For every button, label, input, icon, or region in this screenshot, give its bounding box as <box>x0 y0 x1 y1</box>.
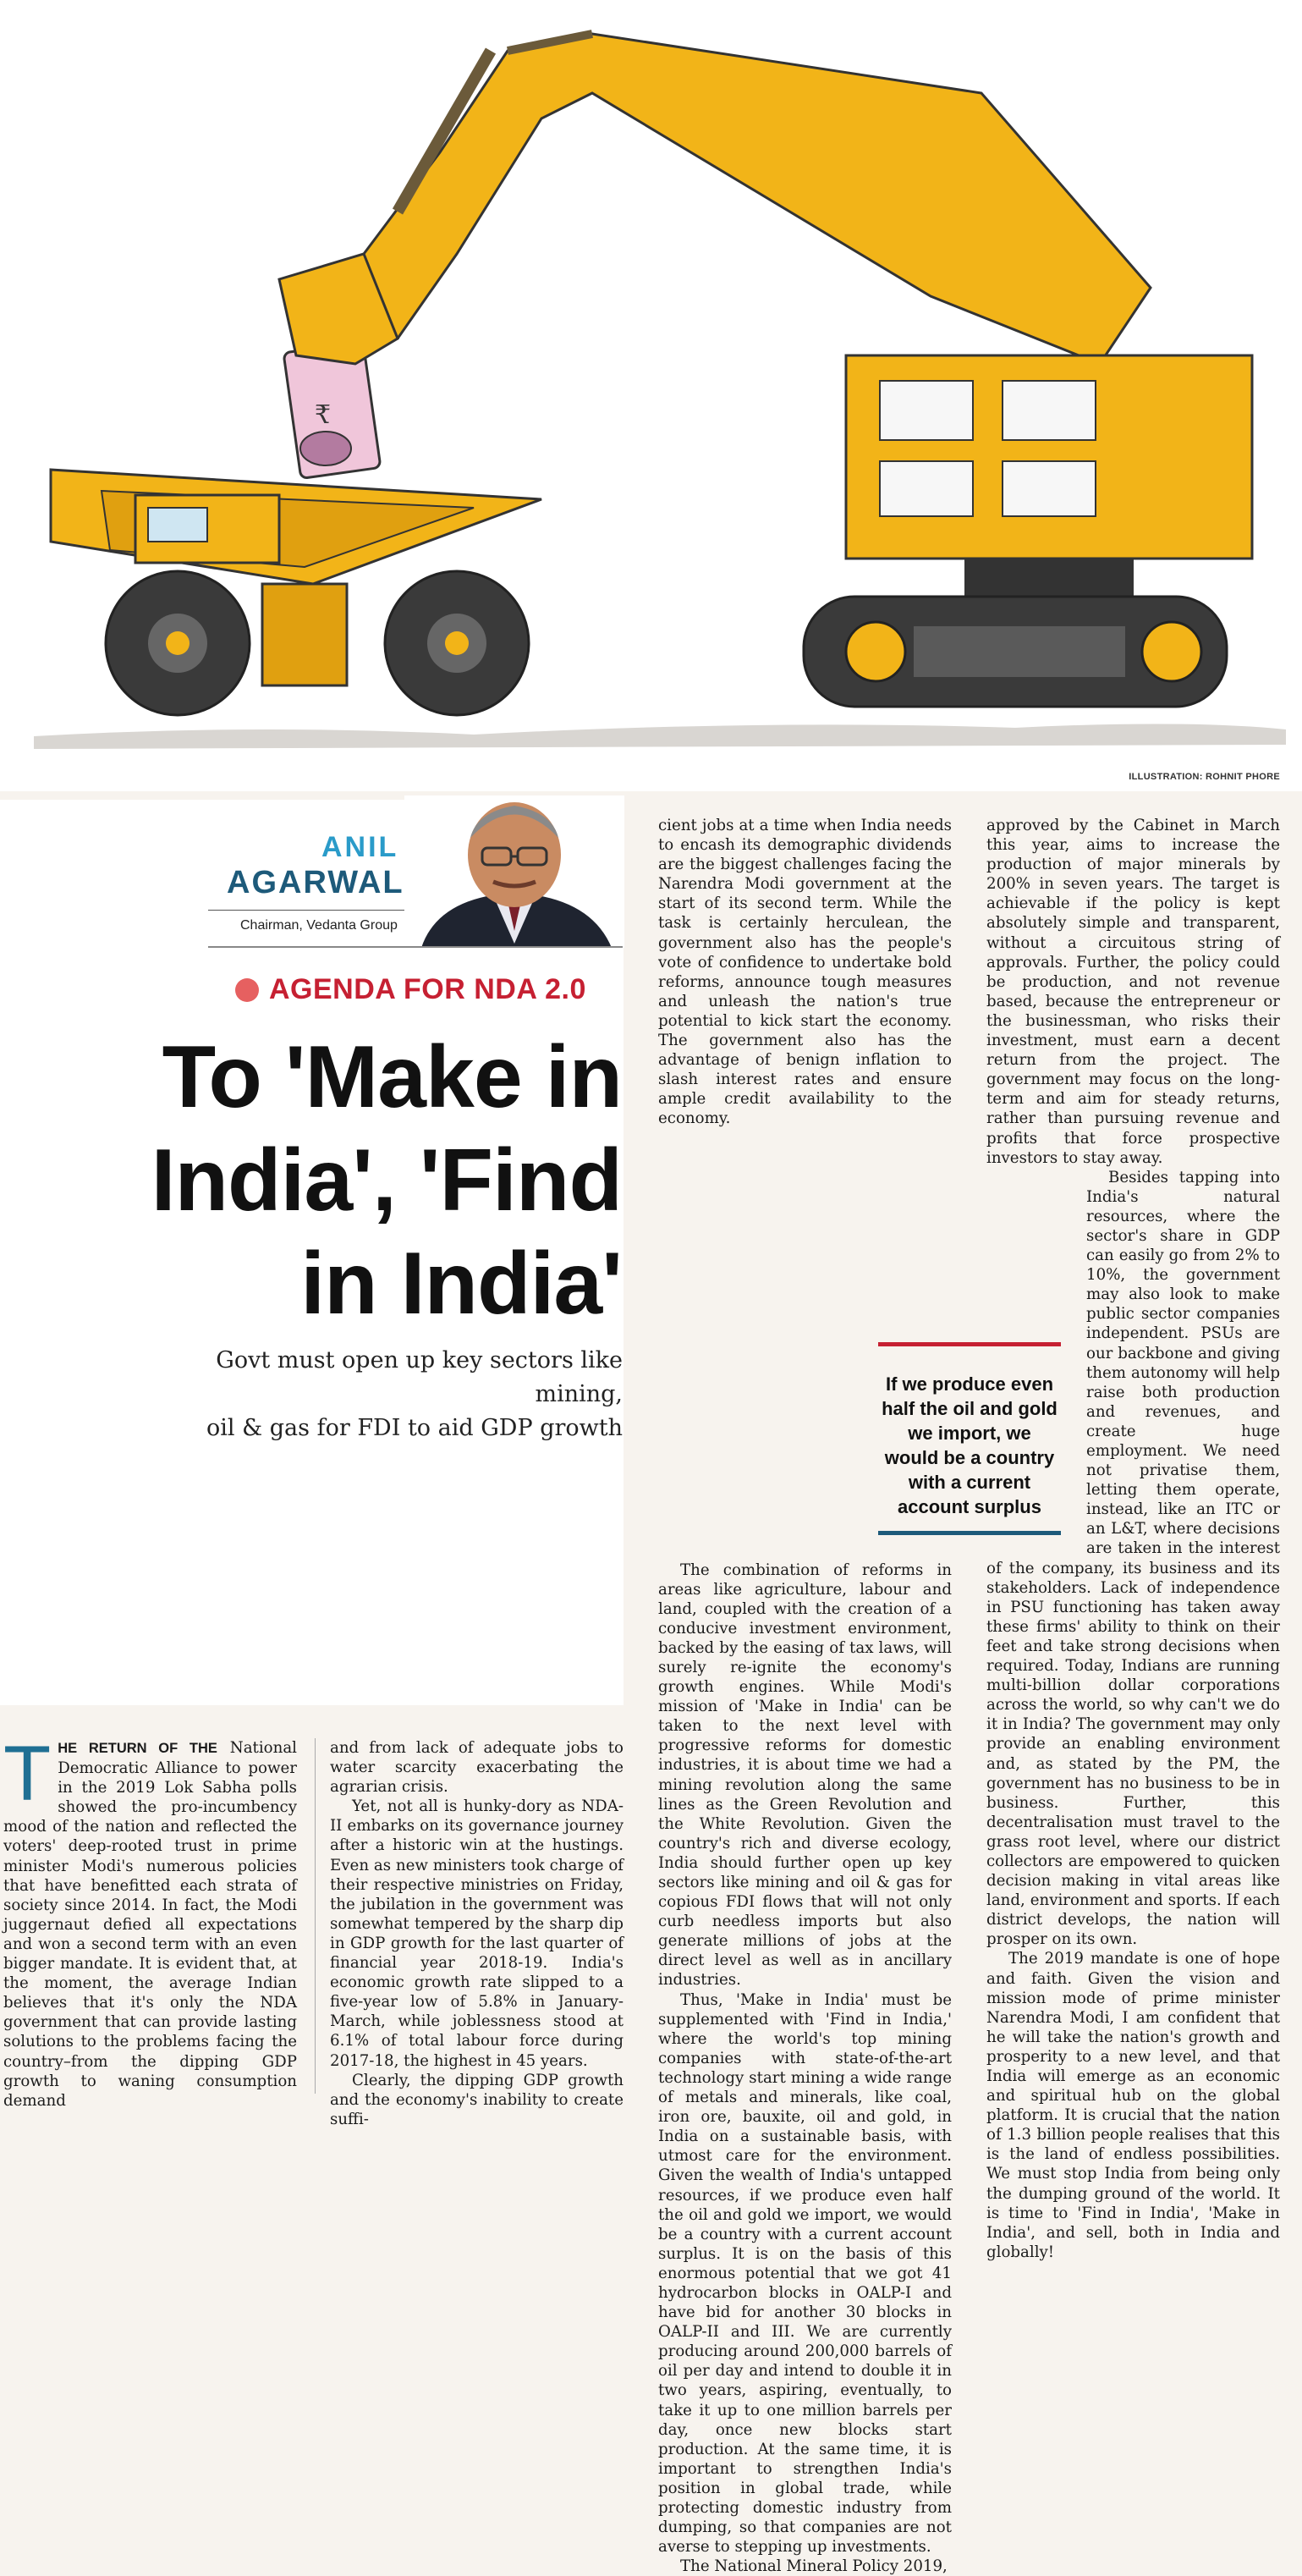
paragraph: The combination of reforms in areas like agriculture, labour and land, coupled with the creation of a conducive investment environment, backed by the easing of tax laws, will surely re-ignite the economy's growth engines. While Modi's mission of 'Make in India' can be taken to the next level with progressive reforms for domestic industries, it is about time we had a mining revolution along the same lines as the Green Revolution and the White Revolution. Given the country's rich and diverse ecology, India should further open up key sectors like mining and oil & gas for copious FDI flows that will not only curb needless imports but also generate millions of jobs at the direct level as well as in ancillary industries. <box>658 1560 952 1990</box>
author-role: Chairman, Vedanta Group <box>240 918 398 933</box>
deck-line-1: Govt must open up key sectors like mining, <box>216 1347 623 1407</box>
lead-in: HE RETURN OF THE <box>58 1741 217 1756</box>
excavator-body-graphic <box>804 355 1252 707</box>
pull-quote <box>878 1342 1061 1535</box>
kicker <box>235 973 586 1006</box>
kicker-dot-icon <box>235 978 259 1002</box>
headline-line-1: To 'Make in <box>162 1028 622 1126</box>
dropcap: T <box>3 1731 52 1817</box>
illustration-credit: ILLUSTRATION: ROHNIT PHORE <box>1129 772 1280 782</box>
paragraph: National Democratic Alliance to power in the 2019 Lok Sabha polls showed the pro-incumbency mood of the nation and reflected the voters' deep-rooted trust in prime minister Modi's numerous policies that have benefitted each strata of society since 2014. In fact, the Modi juggernaut defied all expectations and won a second term with an even bigger mandate. It is evident that, at the moment, the average Indian believes that it's only the NDA government that can provide lasting solutions to the problems facing the country–from the dipping GDP growth to waning consumption demand <box>3 1739 297 2110</box>
headline-line-3: in India' <box>300 1235 622 1333</box>
author-divider <box>208 910 420 911</box>
rupee-note-graphic <box>283 342 381 479</box>
paragraph: The National Mineral Policy 2019, <box>680 2557 948 2576</box>
author-first-name: ANIL <box>321 831 399 863</box>
paragraph: and from lack of adequate jobs to water scarcity exacerbating the agrarian crisis. <box>330 1739 624 1797</box>
pull-quote-text: If we produce even half the oil and gold we import, we would be a country with a current account surplus <box>882 1373 1058 1517</box>
illustration <box>0 0 1302 791</box>
paragraph: Thus, 'Make in India' must be supplemented with 'Find in India,' where the world's top mining companies with state-of-the-art technology start mining a wide range of metals and minerals, like coal, iron ore, bauxite, oil and gold, in India on a sustainable basis, with utmost care for the environment. Given the wealth of India's untapped resources, if we produce even half the oil and gold we import, we would be a country with a current account surplus. It is on the basis of this enormous potential that we got 41 hydrocarbon blocks in OALP-I and have bid for another 30 blocks in OALP-II and III. We are currently producing around 200,000 barrels of oil per day and intend to double it in two years, aspiring, eventually, to take it up to one million barrels per day, once new blocks start production. At the same time, it is important to strengthen India's position in global trade, while protecting domestic industry from dumping, so that companies are not averse to stepping up investments. <box>658 1990 952 2557</box>
excavator-truck-illustration <box>0 0 1302 791</box>
body-column-1 <box>3 1731 297 2111</box>
author-portrait <box>404 795 624 948</box>
byline-divider <box>208 946 623 948</box>
body-column-2 <box>330 1738 624 2129</box>
paragraph: cient jobs at a time when India needs to encash its demographic dividends are the biggest challenges facing the Narendra Modi government at the start of its second term. While the task is certainly herculean, the government also has the people's vote of confidence to undertake bold reforms, announce tough measures and unleash the nation's true potential to kick start the economy. The government also has the advantage of benign inflation to slash interest rates and ensure ample credit availability to the economy. <box>658 817 952 1128</box>
paragraph: approved by the Cabinet in March this year, aims to increase the production of major minerals by 200% in seven years. The target is achievable if the policy is kept absolutely simple and transparent, without a circuitous string of approvals. Further, the policy could be production, and not revenue based, because the entrepreneur or the businessman, who risks their investment, must earn a decent return from the project. The government may focus on the long-term and aim for steady returns, rather than pursuing revenue and profits that force prospective investors to stay away. <box>986 817 1280 1167</box>
column-divider <box>315 1738 316 2094</box>
paragraph: Besides tapping into India's natural resources, where the sector's share in GDP can easily go from 2% to 10%, the government may also look to make public sector companies independent. PSUs are our backbone and giving them autonomy will help raise both production and revenues, and create huge employment. We need not privatise them, letting them operate, instead, like an ITC or an L&T, where decisions are taken in the interest of the company, its business and its stakeholders. Lack of independence in PSU functioning has taken away these firms' ability to think on their feet and take strong decisions when required. Today, Indians are running multi-billion dollar corporations across the world, so why can't we do it in India? The government may only provide an enabling environment and, as stated by the PM, the government has no business to be in business. Further, this decentralisation must travel to the grass root level, where our district collectors are empowered to quicken decision making in vital areas like land, environment and sports. If each district develops, the nation will prosper on its own. <box>986 1168 1280 1949</box>
paragraph: Clearly, the dipping GDP growth and the economy's inability to create suffi- <box>330 2071 624 2128</box>
paragraph: Yet, not all is hunky-dory as NDA-II embarks on its governance journey after a historic win at the hustings. Even as new ministers took charge of their respective ministries on Friday, the jubilation in the government was somewhat tempered by the sharp dip in GDP growth for the last quarter of financial year 2018-19. India's economic growth rate slipped to a five-year low of 5.8% in January-March, while joblessness stood at 6.1% of total labour force during 2017-18, the highest in 45 years. <box>330 1797 624 2070</box>
excavator-arm-graphic <box>279 34 1151 364</box>
paragraph: The 2019 mandate is one of hope and faith. Given the vision and mission mode of prime minister Narendra Modi, I am confident that he will take the nation's growth and prosperity to a new level, and that India will emerge as an economic and spiritual hub on the global platform. It is crucial that the nation of 1.3 billion people realises that this is the land of endless possibilities. We must stop India from being only the dumping ground of the world. It is time to 'Find in India', 'Make in India', and sell, both in India and globally! <box>986 1950 1280 2261</box>
body-column-3 <box>658 816 952 2576</box>
headline <box>110 1026 622 1335</box>
svg-text:₹: ₹ <box>315 400 332 430</box>
deck-line-2: oil & gas for FDI to aid GDP growth <box>206 1415 623 1441</box>
ground <box>34 724 1286 749</box>
deck <box>127 1344 623 1445</box>
pull-quote-bottom-bar <box>878 1531 1061 1535</box>
dump-truck-graphic <box>51 470 541 715</box>
author-last-name: AGARWAL <box>227 865 404 900</box>
kicker-text: AGENDA FOR NDA 2.0 <box>269 973 586 1005</box>
headline-line-2: India', 'Find <box>151 1131 622 1230</box>
body-column-4 <box>986 816 1280 2262</box>
